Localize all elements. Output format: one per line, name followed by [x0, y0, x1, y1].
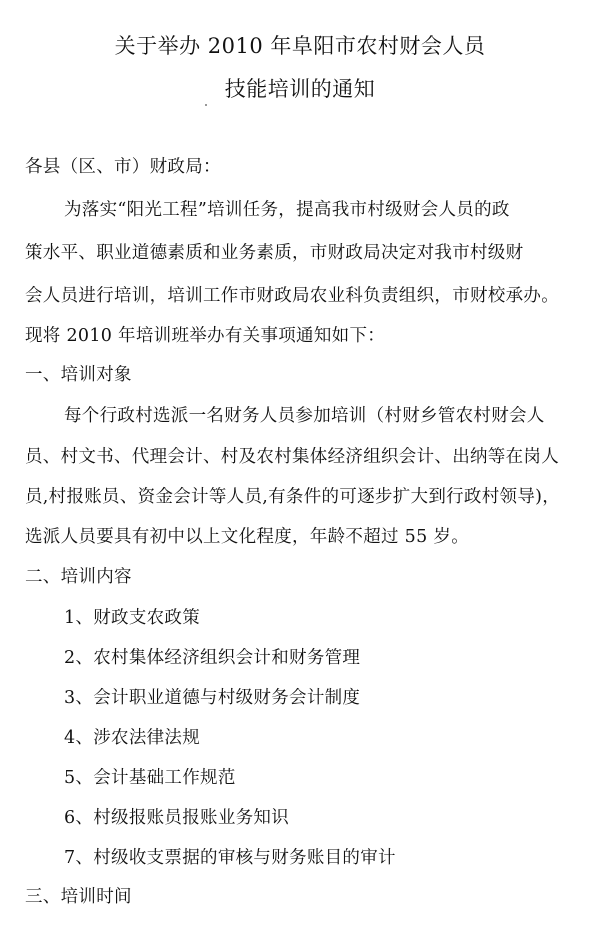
intro-line-2: 策水平、职业道德素质和业务素质，市财政局决定对我市村级财: [25, 243, 524, 263]
document-title-line-1: 关于举办 2010 年阜阳市农村财会人员: [114, 34, 486, 58]
section-2-item-6: 6、村级报账员报账业务知识: [64, 808, 290, 828]
section-2-item-4: 4、涉农法律法规: [64, 728, 201, 748]
section-2-item-1: 1、财政支农政策: [64, 608, 201, 628]
document-title-line-2: 技能培训的通知: [224, 77, 376, 101]
section-3-heading: 三、培训时间: [25, 887, 132, 907]
section-1-heading: 一、培训对象: [25, 365, 132, 385]
section-1-line-3: 员,村报账员、资金会计等人员,有条件的可逐步扩大到行政村领导)，: [25, 487, 561, 507]
section-1-line-4: 选派人员要具有初中以上文化程度，年龄不超过 55 岁。: [25, 527, 469, 547]
intro-line-3: 会人员进行培训，培训工作市财政局农业科负责组织，市财校承办。: [25, 286, 559, 306]
section-1-line-1: 每个行政村选派一名财务人员参加培训（村财乡管农村财会人: [64, 406, 545, 426]
section-2-item-5: 5、会计基础工作规范: [64, 768, 236, 788]
section-2-item-2: 2、农村集体经济组织会计和财务管理: [64, 648, 361, 668]
scan-speck: [205, 104, 207, 106]
section-2-item-7: 7、村级收支票据的审核与财务账目的审计: [64, 848, 396, 868]
intro-line-4: 现将 2010 年培训班举办有关事项通知如下：: [25, 326, 386, 346]
section-2-item-3: 3、会计职业道德与村级财务会计制度: [64, 688, 361, 708]
section-2-heading: 二、培训内容: [25, 567, 132, 587]
intro-line-1: 为落实“阳光工程”培训任务，提高我市村级财会人员的政: [64, 200, 510, 220]
section-1-line-2: 员、村文书、代理会计、村及农村集体经济组织会计、出纳等在岗人: [25, 447, 559, 467]
addressee: 各县（区、市）财政局：: [25, 157, 221, 177]
